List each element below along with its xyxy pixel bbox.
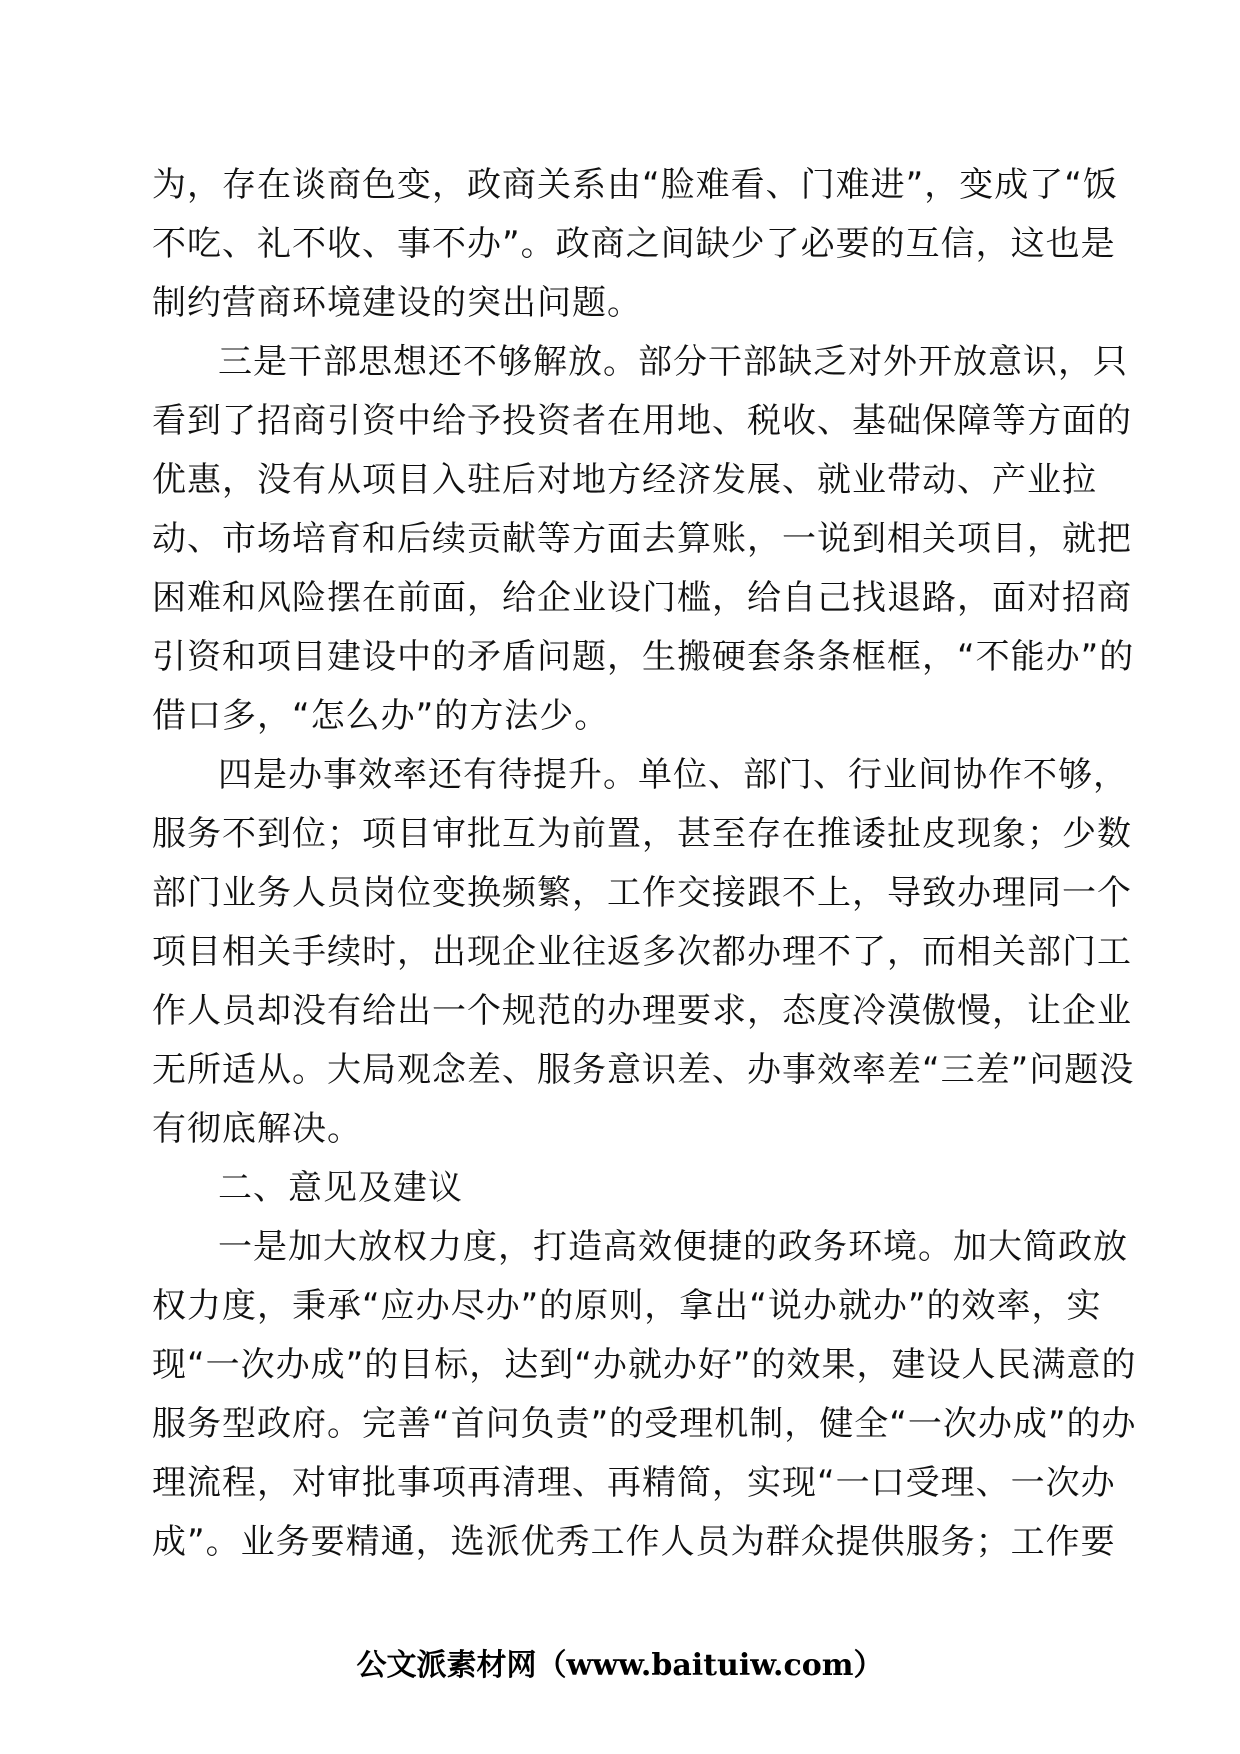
text-line: 成”。业务要精通，选派优秀工作人员为群众提供服务；工作要 bbox=[152, 1522, 1116, 1562]
text-line: 引资和项目建设中的矛盾问题，生搬硬套条条框框，“不能办”的 bbox=[152, 637, 1135, 677]
text-line: 二、意见及建议 bbox=[218, 1168, 463, 1208]
text-line: 四是办事效率还有待提升。单位、部门、行业间协作不够， bbox=[218, 755, 1128, 795]
footer-watermark: 公文派素材网（www.baituiw.com） bbox=[356, 1648, 884, 1683]
text-line: 作人员却没有给出一个规范的办理要求，态度冷漠傲慢，让企业 bbox=[152, 991, 1132, 1031]
text-line: 理流程，对审批事项再清理、再精简，实现“一口受理、一次办 bbox=[152, 1463, 1116, 1503]
text-line: 看到了招商引资中给予投资者在用地、税收、基础保障等方面的 bbox=[152, 401, 1132, 441]
text-line: 部门业务人员岗位变换频繁，工作交接跟不上，导致办理同一个 bbox=[152, 873, 1132, 913]
text-line: 动、市场培育和后续贡献等方面去算账，一说到相关项目，就把 bbox=[152, 519, 1132, 559]
text-line: 项目相关手续时，出现企业往返多次都办理不了，而相关部门工 bbox=[152, 932, 1132, 972]
text-line: 一是加大放权力度，打造高效便捷的政务环境。加大简政放 bbox=[218, 1227, 1128, 1267]
text-line: 制约营商环境建设的突出问题。 bbox=[152, 283, 642, 323]
document-body bbox=[152, 156, 1137, 1572]
text-line: 优惠，没有从项目入驻后对地方经济发展、就业带动、产业拉 bbox=[152, 460, 1097, 500]
text-line: 现“一次办成”的目标，达到“办就办好”的效果，建设人民满意的 bbox=[152, 1345, 1137, 1385]
text-line: 权力度，秉承“应办尽办”的原则，拿出“说办就办”的效率，实 bbox=[152, 1286, 1102, 1326]
text-line: 不吃、礼不收、事不办”。政商之间缺少了必要的互信，这也是 bbox=[152, 224, 1116, 264]
text-line: 服务不到位；项目审批互为前置，甚至存在推诿扯皮现象；少数 bbox=[152, 814, 1132, 854]
text-line: 服务型政府。完善“首问负责”的受理机制，健全“一次办成”的办 bbox=[152, 1404, 1137, 1444]
text-line: 无所适从。大局观念差、服务意识差、办事效率差“三差”问题没 bbox=[152, 1050, 1135, 1090]
text-line: 困难和风险摆在前面，给企业设门槛，给自己找退路，面对招商 bbox=[152, 578, 1132, 618]
text-line: 借口多，“怎么办”的方法少。 bbox=[152, 696, 610, 736]
text-line: 三是干部思想还不够解放。部分干部缺乏对外开放意识，只 bbox=[218, 342, 1128, 382]
text-line: 为，存在谈商色变，政商关系由“脸难看、门难进”，变成了“饭 bbox=[152, 165, 1118, 205]
text-line: 有彻底解决。 bbox=[152, 1109, 362, 1149]
